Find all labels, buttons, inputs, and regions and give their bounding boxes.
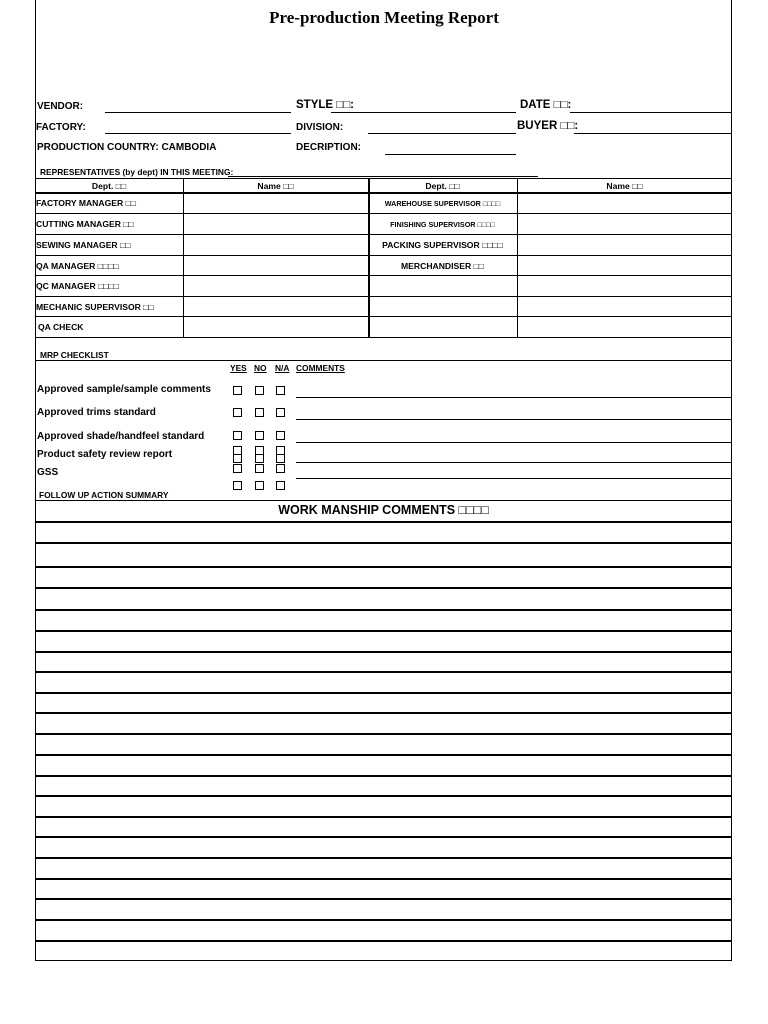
dept-warehouse-supervisor: WAREHOUSE SUPERVISOR □□□□ xyxy=(384,199,501,208)
page-title: Pre-production Meeting Report xyxy=(269,8,499,27)
comment-row[interactable] xyxy=(35,630,732,632)
checklist-item-product-safety: Product safety review report xyxy=(37,449,173,460)
col-dept-header: Dept. □□ xyxy=(425,181,460,191)
dept-qa-manager: QA MANAGER □□□□ xyxy=(36,261,119,271)
comment-row[interactable] xyxy=(35,878,732,880)
checkbox-yes[interactable] xyxy=(233,481,242,490)
factory-label: FACTORY: xyxy=(36,122,86,133)
checkbox-yes[interactable] xyxy=(233,408,242,417)
dept-merchandiser: MERCHANDISER □□ xyxy=(401,261,484,271)
comment-line[interactable] xyxy=(296,397,732,398)
vendor-field[interactable] xyxy=(105,112,291,113)
comment-row[interactable] xyxy=(35,542,732,544)
date-label: DATE □□: xyxy=(520,99,572,111)
factory-field[interactable] xyxy=(105,133,291,134)
comment-row[interactable] xyxy=(35,733,732,735)
col-comments-header: COMMENTS xyxy=(296,363,345,373)
checkbox-no[interactable] xyxy=(255,386,264,395)
comment-row[interactable] xyxy=(35,754,732,756)
checkbox-na[interactable] xyxy=(276,386,285,395)
date-field[interactable] xyxy=(570,112,732,113)
buyer-label: BUYER □□: xyxy=(517,120,579,132)
comment-line[interactable] xyxy=(296,419,732,420)
checkbox-yes[interactable] xyxy=(233,454,242,463)
checkbox-na[interactable] xyxy=(276,481,285,490)
comment-row[interactable] xyxy=(35,651,732,653)
checkbox-no[interactable] xyxy=(255,454,264,463)
workmanship-top-border xyxy=(35,500,732,501)
dept-mechanic-supervisor: MECHANIC SUPERVISOR □□ xyxy=(36,302,154,312)
representatives-underline xyxy=(228,176,538,177)
col-name-header: Name □□ xyxy=(257,181,294,191)
dept-qa-check: QA CHECK xyxy=(38,322,84,332)
representatives-heading: REPRESENTATIVES (by dept) IN THIS MEETING: xyxy=(40,167,234,177)
col-no-header: NO xyxy=(254,363,267,373)
comment-row[interactable] xyxy=(35,836,732,838)
comment-row[interactable] xyxy=(35,609,732,611)
dept-cutting-manager: CUTTING MANAGER □□ xyxy=(36,219,134,229)
comment-row[interactable] xyxy=(35,587,732,589)
description-field[interactable] xyxy=(385,154,516,155)
division-label: DIVISION: xyxy=(296,122,344,133)
checkbox-yes[interactable] xyxy=(233,431,242,440)
checkbox-na[interactable] xyxy=(276,431,285,440)
checkbox-yes[interactable] xyxy=(233,386,242,395)
style-label: STYLE □□: xyxy=(296,99,354,111)
comment-row[interactable] xyxy=(35,898,732,900)
dept-packing-supervisor: PACKING SUPERVISOR □□□□ xyxy=(382,240,503,250)
checkbox-na[interactable] xyxy=(276,454,285,463)
comment-row[interactable] xyxy=(35,775,732,777)
table-top-border xyxy=(35,178,732,179)
checkbox-na[interactable] xyxy=(276,464,285,473)
comment-row[interactable] xyxy=(35,692,732,694)
description-label: DECRIPTION: xyxy=(296,142,361,153)
col-name-header: Name □□ xyxy=(606,181,643,191)
comment-line[interactable] xyxy=(296,462,732,463)
workmanship-heading: WORK MANSHIP COMMENTS □□□□ xyxy=(278,503,489,517)
table-bottom-border xyxy=(35,337,732,338)
checkbox-yes[interactable] xyxy=(233,464,242,473)
comment-row[interactable] xyxy=(35,521,732,523)
dept-finishing-supervisor: FINISHING SUPERVISOR □□□□ xyxy=(390,220,495,229)
comment-row[interactable] xyxy=(35,671,732,673)
mrp-checklist-heading: MRP CHECKLIST xyxy=(40,350,109,360)
style-field[interactable] xyxy=(331,112,516,113)
checkbox-no[interactable] xyxy=(255,464,264,473)
comment-row[interactable] xyxy=(35,712,732,714)
buyer-field[interactable] xyxy=(574,133,732,134)
follow-up-action-summary: FOLLOW UP ACTION SUMMARY xyxy=(39,490,169,500)
comment-line[interactable] xyxy=(296,478,732,479)
vendor-label: VENDOR: xyxy=(37,101,84,112)
dept-sewing-manager: SEWING MANAGER □□ xyxy=(36,240,131,250)
name-cells-right[interactable] xyxy=(518,193,732,337)
comment-line[interactable] xyxy=(296,442,732,443)
checklist-item-approved-sample: Approved sample/sample comments xyxy=(37,384,211,395)
division-field[interactable] xyxy=(368,133,516,134)
col-dept-header: Dept. □□ xyxy=(91,181,127,191)
checkbox-no[interactable] xyxy=(255,431,264,440)
comment-row[interactable] xyxy=(35,919,732,921)
checklist-top-border xyxy=(35,360,732,361)
checkbox-no[interactable] xyxy=(255,481,264,490)
checkbox-no[interactable] xyxy=(255,408,264,417)
col-yes-header: YES xyxy=(230,363,247,373)
checklist-item-approved-shade: Approved shade/handfeel standard xyxy=(37,431,205,442)
comment-row[interactable] xyxy=(35,857,732,859)
comment-row[interactable] xyxy=(35,795,732,797)
comment-row[interactable] xyxy=(35,566,732,568)
dept-qc-manager: QC MANAGER □□□□ xyxy=(36,281,119,291)
comment-row[interactable] xyxy=(35,816,732,818)
comment-row[interactable] xyxy=(35,940,732,942)
production-country-label: PRODUCTION COUNTRY: CAMBODIA xyxy=(37,142,217,153)
checklist-item-gss: GSS xyxy=(37,467,59,478)
dept-factory-manager: FACTORY MANAGER □□ xyxy=(36,198,136,208)
checklist-item-approved-trims: Approved trims standard xyxy=(37,407,156,418)
checkbox-na[interactable] xyxy=(276,408,285,417)
col-na-header: N/A xyxy=(275,363,290,373)
name-cells-left[interactable] xyxy=(184,193,368,337)
